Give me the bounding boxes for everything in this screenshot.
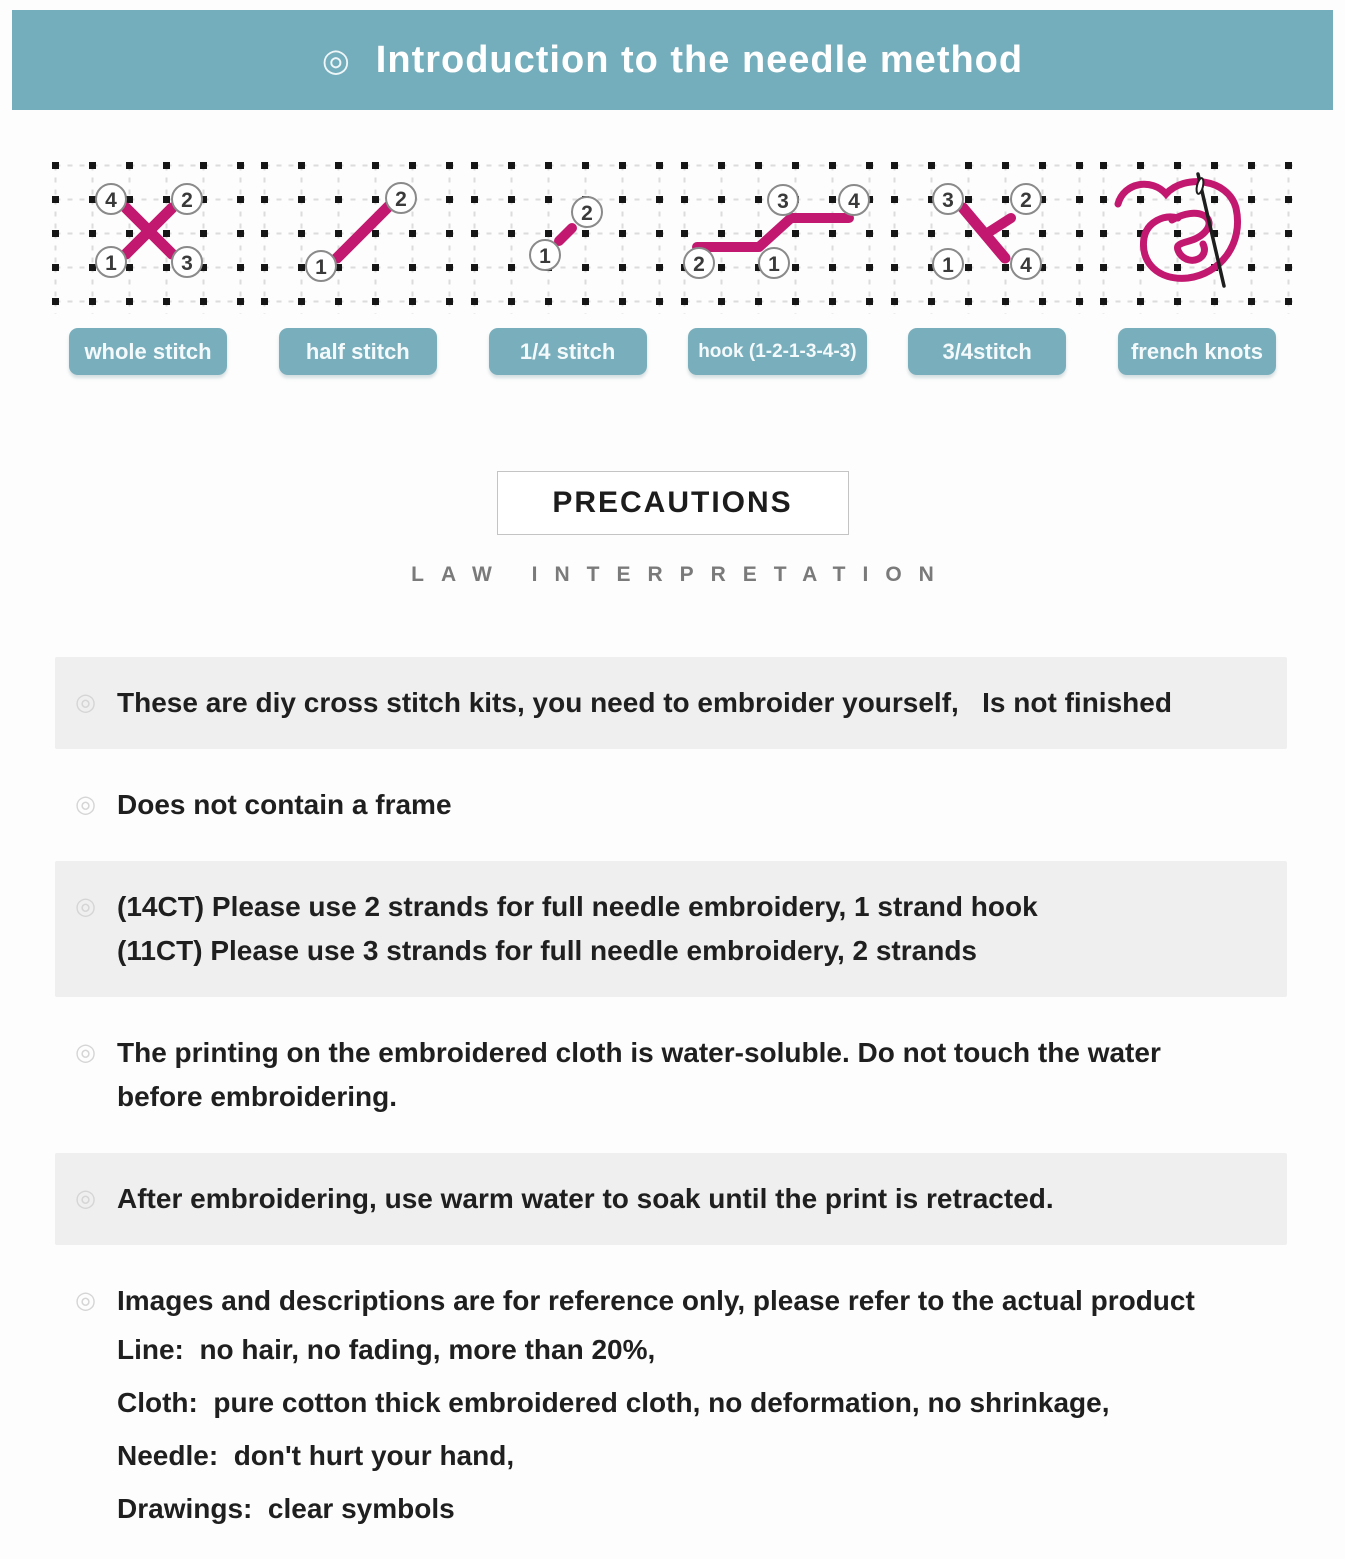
svg-text:4: 4 bbox=[1019, 254, 1032, 277]
svg-text:3: 3 bbox=[777, 190, 789, 213]
hook-stitch-grid bbox=[681, 162, 874, 314]
note-text-line: Line: no hair, no fading, more than 20%, bbox=[117, 1334, 656, 1365]
label-three-quarter-stitch: 3/4stitch bbox=[908, 328, 1066, 375]
label-whole-stitch: whole stitch bbox=[69, 328, 227, 375]
note-text: Images and descriptions are for reference only, please refer to the actual product bbox=[117, 1285, 1195, 1316]
label-half-stitch: half stitch bbox=[279, 328, 437, 375]
stitch-diagram-row bbox=[0, 162, 1345, 375]
label-hook-stitch: hook (1-2-1-3-4-3) bbox=[688, 328, 866, 375]
note-soak-warm-water bbox=[55, 1153, 1287, 1245]
note-water-soluble bbox=[55, 1007, 1287, 1143]
label-quarter-stitch: 1/4 stitch bbox=[489, 328, 647, 375]
note-text: The printing on the embroidered cloth is water-soluble. Do not touch the water bbox=[117, 1037, 1161, 1068]
svg-text:3: 3 bbox=[180, 252, 193, 275]
precautions-title-box bbox=[497, 471, 849, 535]
header-banner bbox=[12, 10, 1333, 110]
svg-text:1: 1 bbox=[941, 254, 954, 277]
label-french-knots: french knots bbox=[1118, 328, 1276, 375]
note-kits-unfinished bbox=[55, 657, 1287, 749]
svg-text:2: 2 bbox=[693, 253, 705, 276]
note-text: (11CT) Please use 3 strands for full needle embroidery, 2 strands bbox=[117, 935, 978, 966]
diagram-quarter-stitch bbox=[470, 162, 666, 375]
svg-text:2: 2 bbox=[180, 189, 193, 212]
svg-text:4: 4 bbox=[104, 189, 117, 212]
note-text: These are diy cross stitch kits, you need to embroider yourself, Is not finished bbox=[117, 687, 1172, 718]
bullseye-bullet-icon: ◎ bbox=[75, 689, 96, 716]
note-text-drawings: Drawings: clear symbols bbox=[117, 1493, 455, 1524]
svg-text:4: 4 bbox=[848, 190, 860, 213]
diagram-hook-stitch bbox=[679, 162, 875, 375]
diagram-half-stitch bbox=[260, 162, 456, 375]
precautions-subtitle: LAW INTERPRETATION bbox=[411, 563, 951, 586]
note-text: Does not contain a frame bbox=[117, 789, 452, 820]
product-infographic bbox=[0, 10, 1345, 1524]
note-text: After embroidering, use warm water to soak until the print is retracted. bbox=[117, 1183, 1054, 1214]
svg-text:1: 1 bbox=[768, 253, 780, 276]
precautions-title: PRECAUTIONS bbox=[552, 486, 793, 519]
french-knots-grid bbox=[1100, 162, 1293, 314]
svg-text:2: 2 bbox=[581, 202, 593, 225]
note-no-frame bbox=[55, 759, 1287, 851]
note-text: (14CT) Please use 2 strands for full needle embroidery, 1 strand hook bbox=[117, 891, 1038, 922]
note-strand-counts bbox=[55, 861, 1287, 997]
bullseye-bullet-icon: ◎ bbox=[75, 1287, 96, 1314]
note-reference-only bbox=[55, 1255, 1287, 1559]
bullseye-bullet-icon: ◎ bbox=[75, 1185, 96, 1212]
bullseye-bullet-icon: ◎ bbox=[75, 791, 96, 818]
svg-text:2: 2 bbox=[395, 188, 408, 211]
note-text-needle: Needle: don't hurt your hand, bbox=[117, 1440, 515, 1471]
page-title: Introduction to the needle method bbox=[375, 38, 1024, 81]
diagram-french-knots bbox=[1099, 162, 1295, 375]
svg-text:1: 1 bbox=[315, 256, 328, 279]
diagram-three-quarter-stitch bbox=[889, 162, 1085, 375]
three-quarter-stitch-grid bbox=[891, 162, 1084, 314]
half-stitch-grid bbox=[261, 162, 454, 314]
svg-text:2: 2 bbox=[1019, 189, 1032, 212]
svg-text:3: 3 bbox=[941, 189, 954, 212]
svg-text:1: 1 bbox=[539, 245, 551, 268]
diagram-whole-stitch bbox=[50, 162, 246, 375]
bullseye-bullet-icon: ◎ bbox=[75, 1039, 96, 1066]
bullseye-bullet-icon: ◎ bbox=[75, 893, 96, 920]
whole-stitch-grid bbox=[52, 162, 245, 314]
bullseye-icon: ◎ bbox=[321, 42, 350, 78]
note-text-cloth: Cloth: pure cotton thick embroidered cloth, no deformation, no shrinkage, bbox=[117, 1387, 1110, 1418]
svg-text:1: 1 bbox=[104, 252, 117, 275]
note-text: before embroidering. bbox=[117, 1081, 398, 1112]
precaution-notes bbox=[55, 657, 1287, 1559]
quarter-stitch-grid bbox=[471, 162, 664, 314]
